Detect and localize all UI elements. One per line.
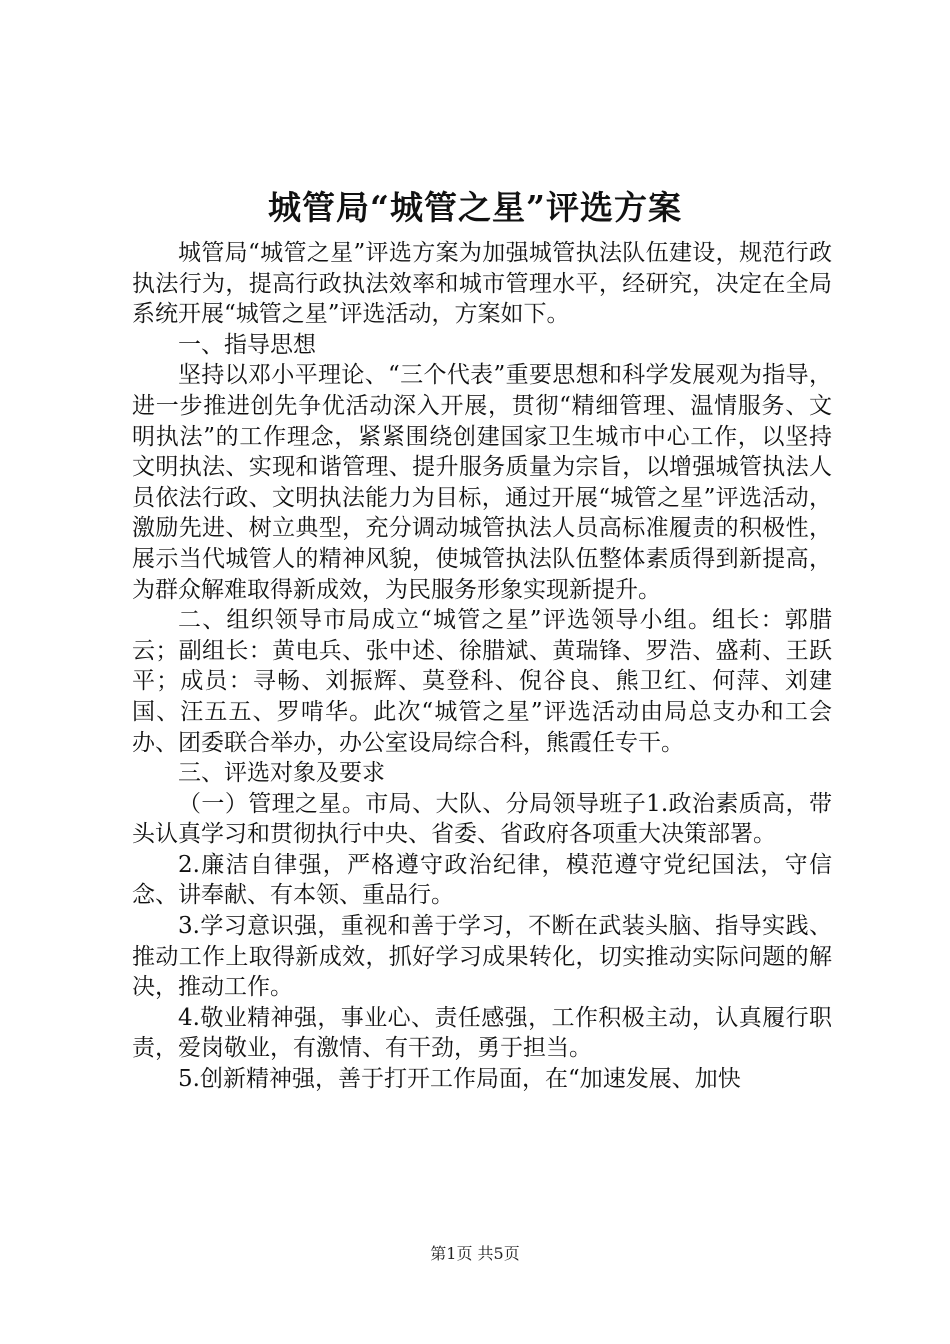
criteria-item-3: 3.学习意识强，重视和善于学习，不断在武装头脑、指导实践、推动工作上取得新成效，抓好学习成果转化，切实推动实际问题的解决，推动工作。 <box>132 913 832 1001</box>
section-heading-selection-criteria: 三、评选对象及要求 <box>178 760 385 787</box>
intro-paragraph: 城管局“城管之星”评选方案为加强城管执法队伍建设，规范行政执法行为，提高行政执法效率和城市管理水平，经研究，决定在全局系统开展“城管之星”评选活动，方案如下。 <box>132 240 832 328</box>
organization-paragraph: 二、组织领导市局成立“城管之星”评选领导小组。组长：郭腊云；副组长：黄电兵、张中述、徐腊斌、黄瑞锋、罗浩、盛莉、王跃平；成员：寻畅、刘振辉、莫登科、倪谷良、熊卫红、何萍、刘建国、汪五五、罗啃华。此次“城管之星”评选活动由局总支办和工会办、团委联合举办，办公室设局综合科，熊霞任专干。 <box>132 607 832 756</box>
criteria-item-5: 5.创新精神强，善于打开工作局面，在“加速发展、加快 <box>178 1066 741 1093</box>
criteria-item-2: 2.廉洁自律强，严格遵守政治纪律，模范遵守党纪国法，守信念、讲奉献、有本领、重品行。 <box>132 851 832 909</box>
document-title: 城管局“城管之星”评选方案 <box>268 188 682 227</box>
page-footer: 第1页 共5页 <box>430 1244 520 1263</box>
management-star-paragraph: （一）管理之星。市局、大队、分局领导班子1.政治素质高，带头认真学习和贯彻执行中央、省委、省政府各项重大决策部署。 <box>132 790 832 848</box>
document-body <box>132 238 832 1095</box>
section-heading-guiding-ideology: 一、指导思想 <box>178 331 316 358</box>
criteria-item-4: 4.敬业精神强，事业心、责任感强，工作积极主动，认真履行职责，爱岗敬业，有激情、有干劲，勇于担当。 <box>132 1004 832 1062</box>
guiding-ideology-paragraph: 坚持以邓小平理论、“三个代表”重要思想和科学发展观为指导，进一步推进创先争优活动深入开展，贯彻“精细管理、温情服务、文明执法”的工作理念，紧紧围绕创建国家卫生城市中心工作，以坚持文明执法、实现和谐管理、提升服务质量为宗旨，以增强城管执法人员依法行政、文明执法能力为目标，通过开展“城管之星”评选活动，激励先进、树立典型，充分调动城管执法人员高标准履责的积极性，展示当代城管人的精神风貌，使城管执法队伍整体素质得到新提高，为群众解难取得新成效，为民服务形象实现新提升。 <box>132 362 832 603</box>
